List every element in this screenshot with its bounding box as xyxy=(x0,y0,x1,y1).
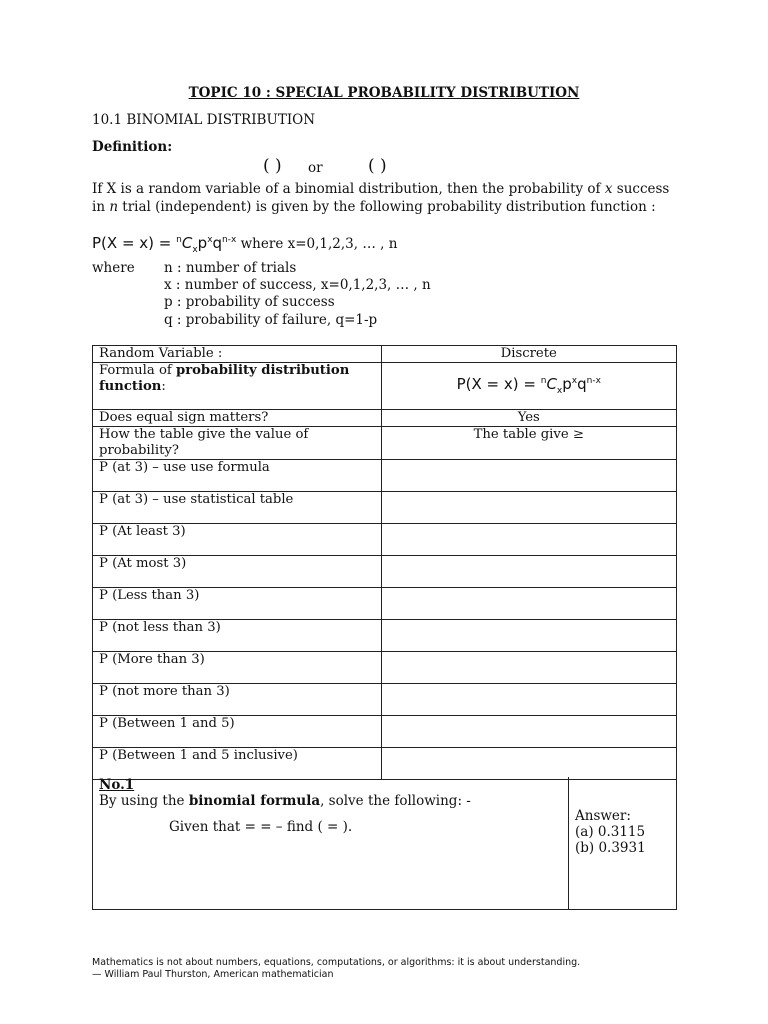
random-variable-label: Random Variable : xyxy=(93,346,382,363)
where-item: n : number of trials xyxy=(164,260,297,276)
equal-sign-label: Does equal sign matters? xyxy=(93,410,382,427)
table-row-label: P (not less than 3) xyxy=(93,620,382,652)
intro-pre: If X is a random variable of a binomial distribution, then the probability of xyxy=(92,181,605,197)
definition-paren-left: ( ) xyxy=(263,156,282,176)
where-label: where xyxy=(92,260,135,276)
where-suffix: where x=0,1,2,3, … , n xyxy=(240,236,398,252)
table-value-value: The table give ≥ xyxy=(381,427,676,460)
summary-table xyxy=(92,345,677,780)
table-row-label: P (Between 1 and 5) xyxy=(93,716,382,748)
pdf-formula-table: $P(X = x) = ^nC_xp^xq^{n-x}$ xyxy=(456,375,601,396)
quote-author: — William Paul Thurston, American mathematician xyxy=(92,968,334,980)
table-value-label: How the table give the value of probability? xyxy=(93,427,382,460)
table-row-label: P (Less than 3) xyxy=(93,588,382,620)
definition-label: Definition: xyxy=(92,139,173,155)
question-given: Given that = = – find ( = ). xyxy=(169,819,353,835)
pdf-formula-line xyxy=(92,234,397,255)
quote-text: Mathematics is not about numbers, equations, computations, or algorithms: it is about understanding. xyxy=(92,957,581,968)
table-row-blank xyxy=(381,524,676,556)
intro-x: x xyxy=(604,181,613,197)
table-row-label: P (not more than 3) xyxy=(93,684,382,716)
footer-quote xyxy=(92,957,580,980)
question-number: No.1 xyxy=(99,777,135,793)
answer-item: (b) 0.3931 xyxy=(575,840,646,856)
where-item: q : probability of failure, q=1-p xyxy=(164,312,378,328)
formula-label: Formula of probability distribution function: xyxy=(93,363,382,410)
table-row-label: P (at 3) – use statistical table xyxy=(93,492,382,524)
table-row-label: P (At least 3) xyxy=(93,524,382,556)
intro-n: n xyxy=(109,198,119,215)
question-box xyxy=(92,777,677,910)
table-row-label: P (at 3) – use use formula xyxy=(93,460,382,492)
table-row-blank xyxy=(381,620,676,652)
section-heading: 10.1 BINOMIAL DISTRIBUTION xyxy=(92,112,316,128)
table-row-blank xyxy=(381,556,676,588)
table-row-blank xyxy=(381,716,676,748)
table-row-blank xyxy=(381,460,676,492)
answer-label: Answer: xyxy=(575,808,631,824)
definition-or: or xyxy=(308,160,323,176)
random-variable-value: Discrete xyxy=(381,346,676,363)
where-item: p : probability of success xyxy=(164,294,335,310)
intro-paragraph xyxy=(92,181,672,216)
pdf-formula: $P(X = x) = ^nC_xp^xq^{n-x}$ xyxy=(92,234,237,255)
question-divider xyxy=(568,777,569,909)
table-row-label: P (At most 3) xyxy=(93,556,382,588)
table-row-blank xyxy=(381,652,676,684)
answer-block xyxy=(575,808,646,856)
definition-paren-right: ( ) xyxy=(368,156,387,176)
page-title: TOPIC 10 : SPECIAL PROBABILITY DISTRIBUTION xyxy=(188,85,580,101)
formula-cell xyxy=(381,363,676,410)
answer-item: (a) 0.3115 xyxy=(575,824,646,840)
intro-post: trial (independent) is given by the following probability distribution function : xyxy=(118,198,656,215)
table-row-blank xyxy=(381,492,676,524)
table-row-blank xyxy=(381,748,676,780)
table-row-blank xyxy=(381,684,676,716)
table-row-blank xyxy=(381,588,676,620)
intro-mid: success in xyxy=(92,181,670,215)
equal-sign-value: Yes xyxy=(381,410,676,427)
table-row-label: P (Between 1 and 5 inclusive) xyxy=(93,748,382,780)
where-item: x : number of success, x=0,1,2,3, … , n xyxy=(164,277,431,293)
question-instruction: By using the binomial formula, solve the following: - xyxy=(99,793,471,809)
table-row-label: P (More than 3) xyxy=(93,652,382,684)
